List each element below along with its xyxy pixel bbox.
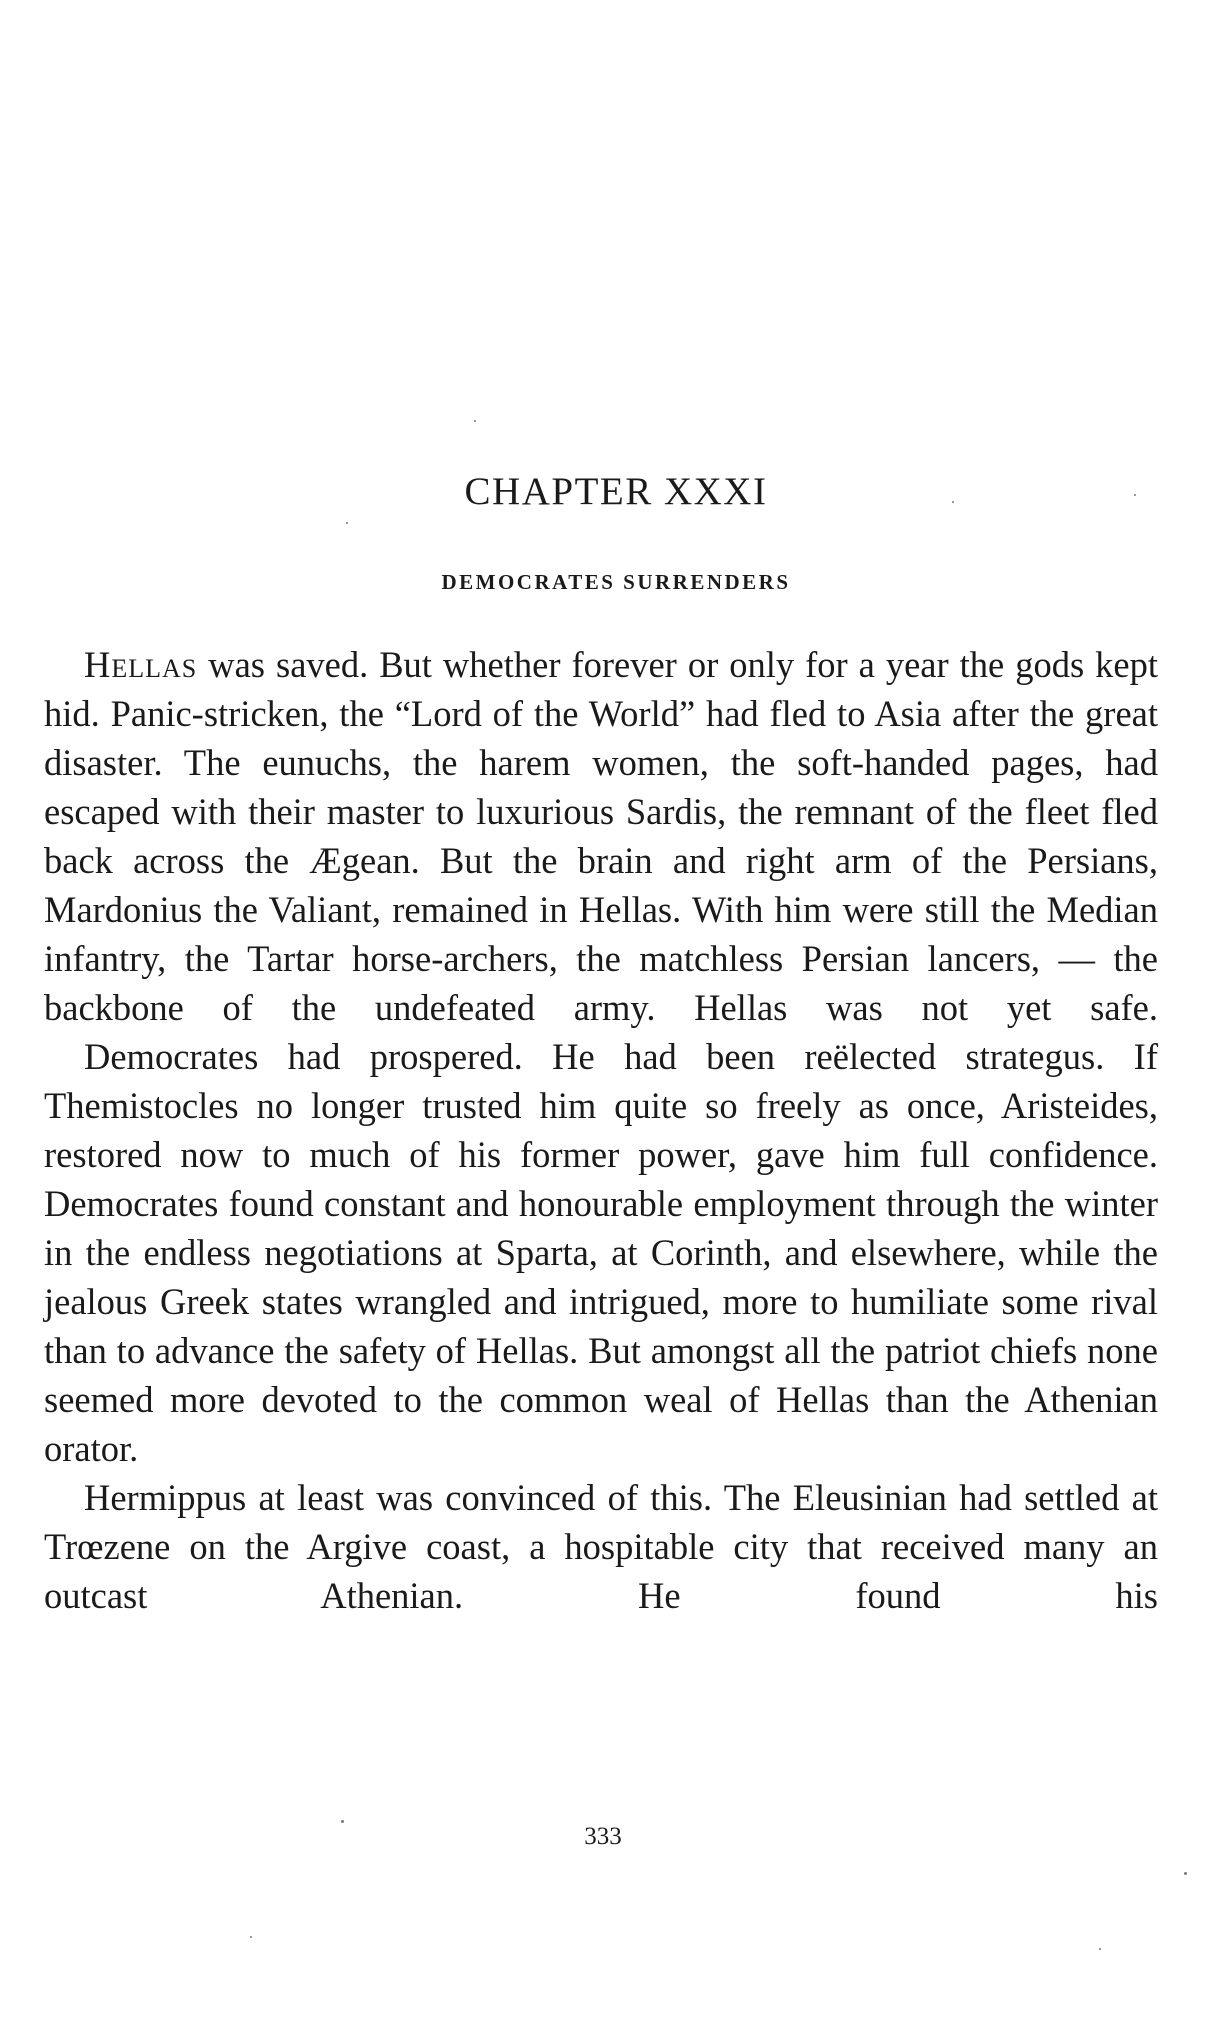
paragraph-2 [44,1032,1158,1473]
scan-speck [474,420,476,422]
scan-speck [1134,494,1136,496]
scan-speck [346,522,348,524]
paragraph-3 [44,1473,1158,1620]
body-text [44,640,1158,1620]
scan-speck [952,501,954,503]
chapter-heading: CHAPTER XXXI [464,470,768,513]
scan-speck [341,1820,344,1823]
paragraph-text: was saved. But whether forever or only for a year the gods kept hid. Panic-stricken, the “Lord of the World” had fled to Asia after the great disaster. The eunuchs, the harem women, the soft-handed pages, had escaped with their master to luxurious Sardis, the remnant of the fleet fled back across the Ægean. But the brain and right arm of the Persians, Mardonius the Valiant, remained in Hellas. With him were still the Median infantry, the Tartar horse-archers, the matchless Persian lancers, — the backbone of the undefeated army. Hellas was not yet safe. [44,644,1158,1028]
paragraph-text: Hermippus at least was convinced of this. The Eleusinian had settled at Trœzene on the Argive coast, a hospitable city that received many an outcast Athenian. He found his [44,1477,1158,1616]
paragraph-text: Democrates had prospered. He had been reëlected strategus. If Themistocles no longer trusted him quite so freely as once, Aristeides, restored now to much of his former power, gave him full confidence. Democrates found constant and honourable employment through the winter in the endless negotiations at Sparta, at Corinth, and elsewhere, while the jealous Greek states wrangled and intrigued, more to humiliate some rival than to advance the safety of Hellas. But amongst all the patriot chiefs none seemed more devoted to the common weal of Hellas than the Athenian orator. [44,1036,1158,1469]
scan-speck [1184,1872,1187,1875]
page-number: 333 [584,1823,622,1850]
chapter-title: DEMOCRATES SURRENDERS [441,570,791,594]
scan-speck [250,1936,252,1938]
paragraph-1 [44,640,1158,1032]
paragraph-lead-smallcaps: Hellas [84,644,198,685]
scan-speck [1099,1948,1101,1950]
